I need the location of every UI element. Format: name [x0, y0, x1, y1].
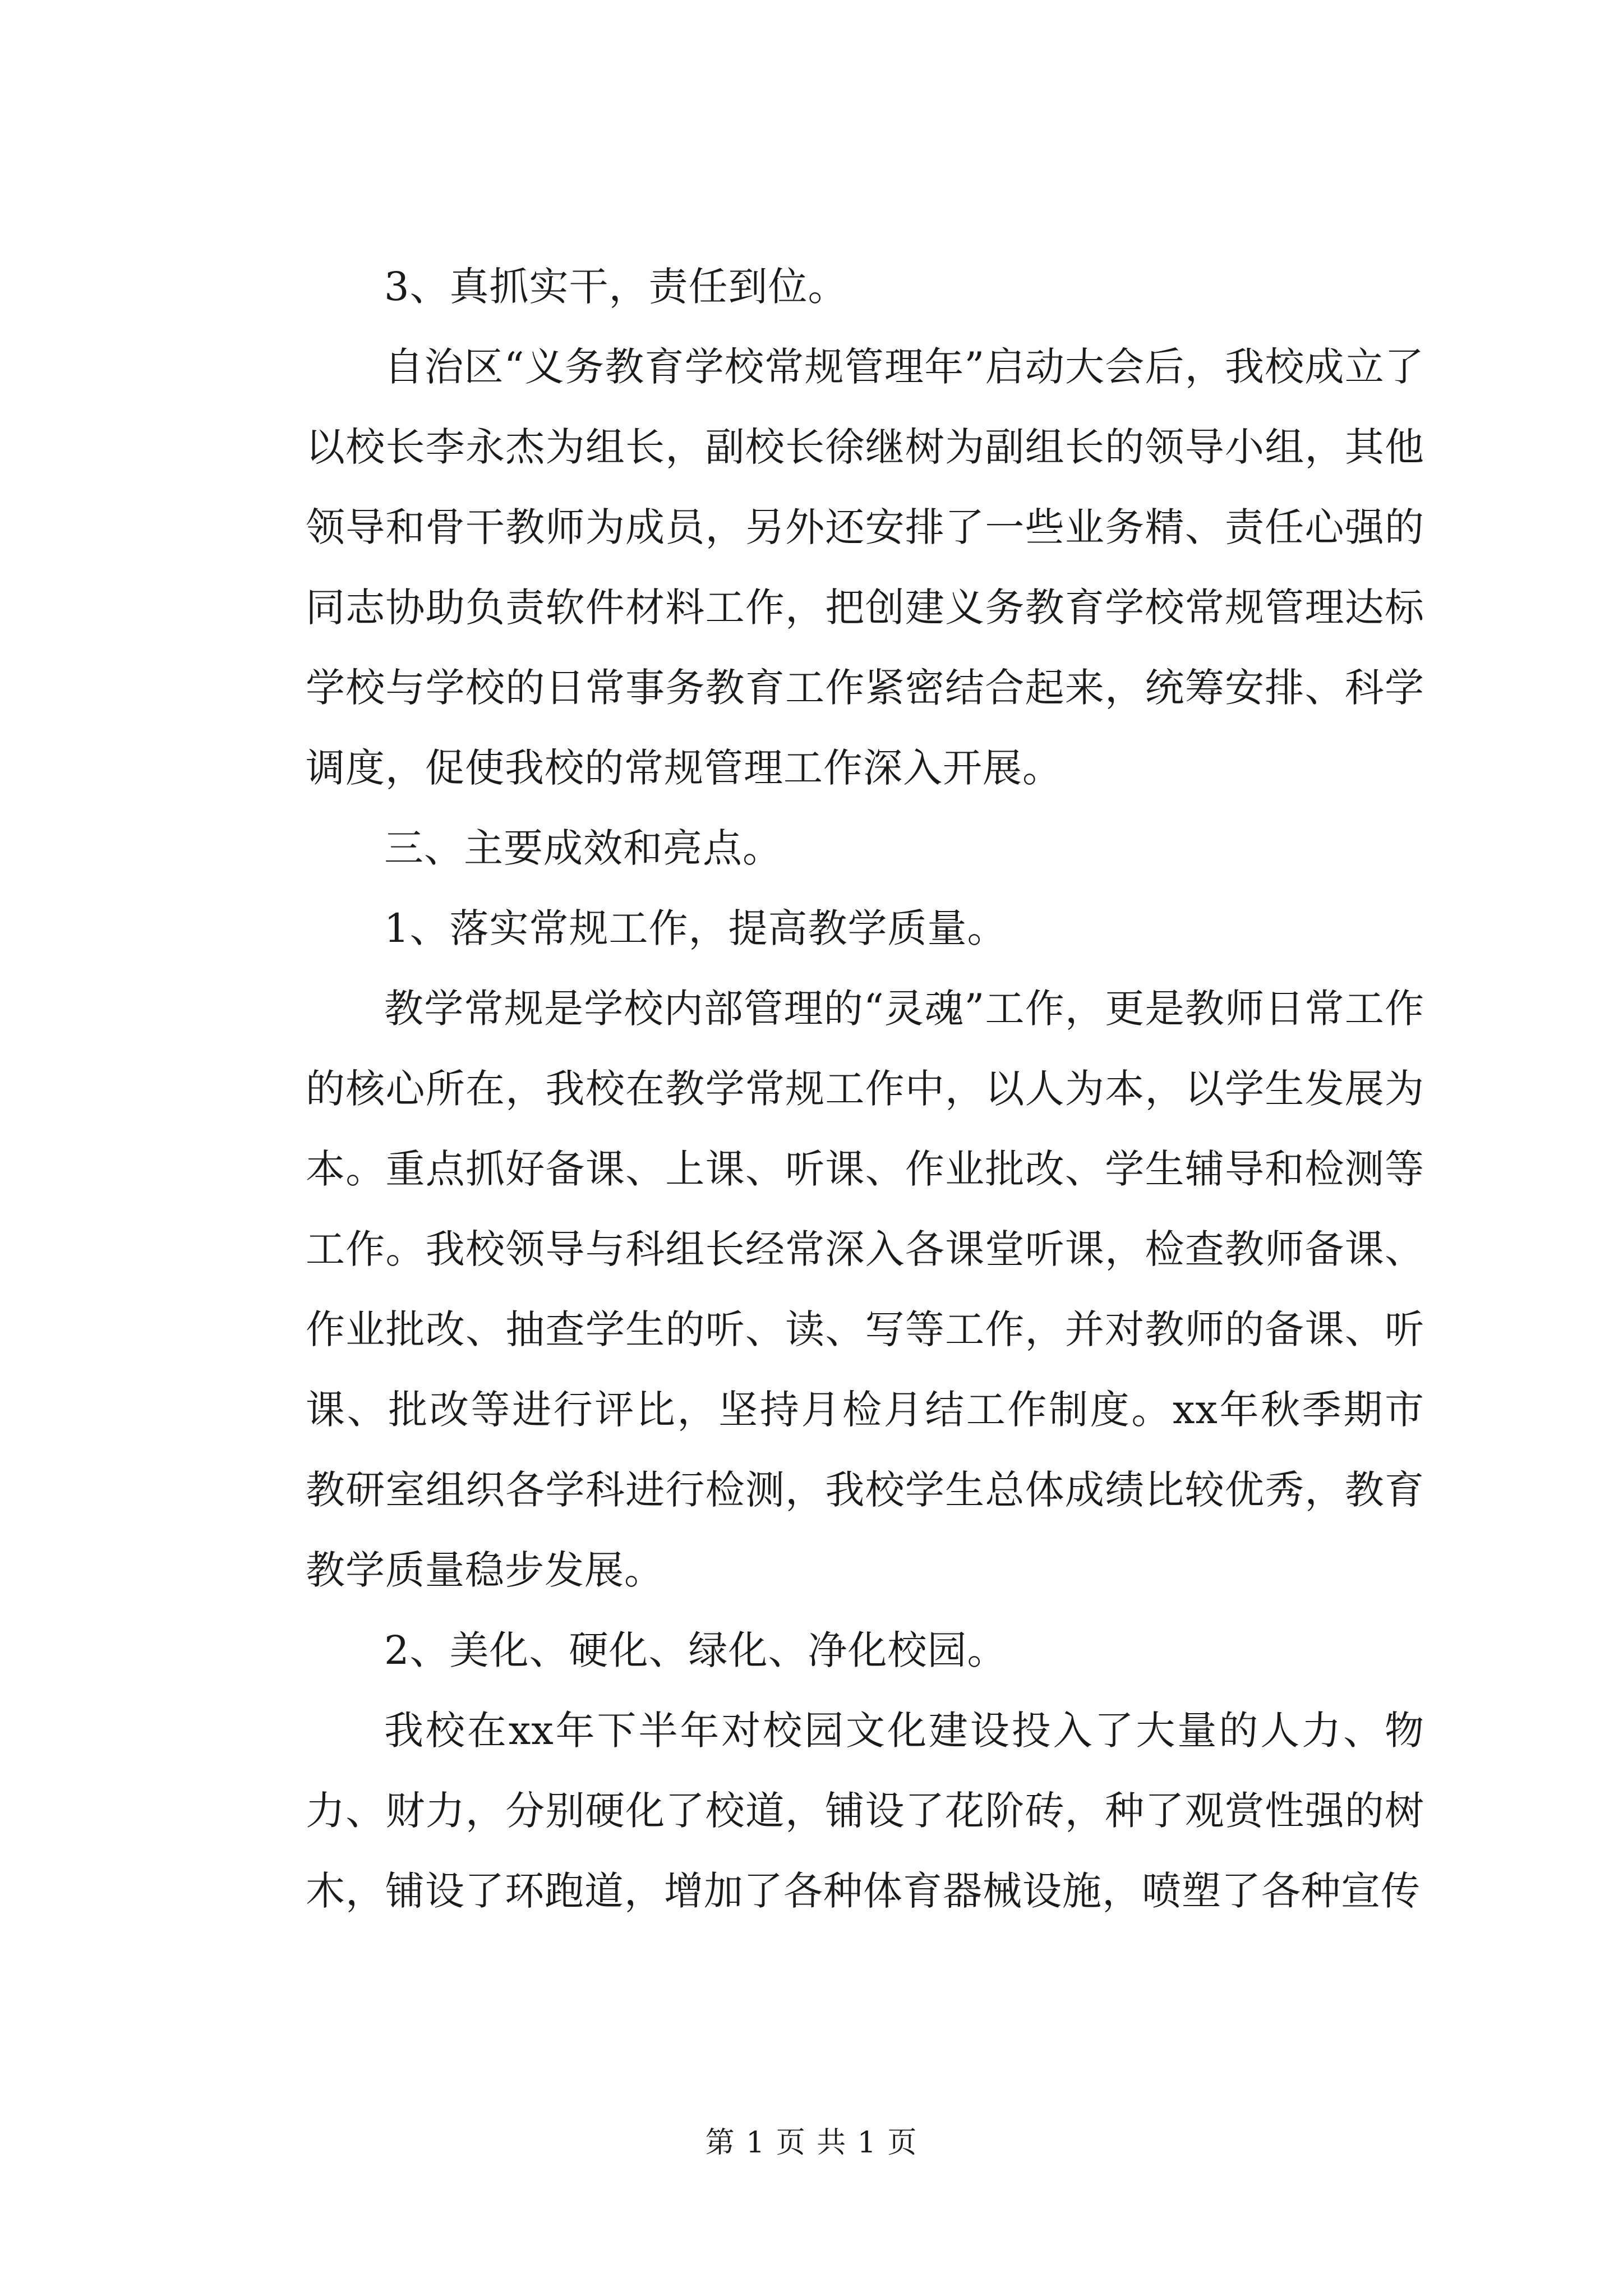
document-body — [306, 247, 1424, 1931]
paragraph-teaching-routine: 教学常规是学校内部管理的“灵魂”工作，更是教师日常工作的核心所在，我校在教学常规工作中，以人为本，以学生发展为本。重点抓好备课、上课、听课、作业批改、学生辅导和检测等工作。我校领导与科组长经常深入各课堂听课，检查教师备课、作业批改、抽查学生的听、读、写等工作，并对教师的备课、听课、批改等进行评比，坚持月检月结工作制度。xx年秋季期市教研室组织各学科进行检测，我校学生总体成绩比较优秀，教育教学质量稳步发展。 — [306, 986, 1424, 1593]
page-footer: 第 1 页 共 1 页 — [705, 2126, 918, 2160]
paragraph-leadership-group: 自治区“义务教育学校常规管理年”启动大会后，我校成立了以校长李永杰为组长，副校长徐继树为副组长的领导小组，其他领导和骨干教师为成员，另外还安排了一些业务精、责任心强的同志协助负责软件材料工作，把创建义务教育学校常规管理达标学校与学校的日常事务教育工作紧密结合起来，统筹安排、科学调度，促使我校的常规管理工作深入开展。 — [306, 344, 1424, 791]
paragraph-campus-construction: 我校在xx年下半年对校园文化建设投入了大量的人力、物力、财力，分别硬化了校道，铺设了花阶砖，种了观赏性强的树木，铺设了环跑道，增加了各种体育器械设施，喷塑了各种宣传 — [306, 1708, 1424, 1914]
paragraph-item-2-heading: 2、美化、硬化、绿化、净化校园。 — [384, 1627, 1007, 1673]
paragraph-section-3-heading: 3、真抓实干，责任到位。 — [384, 264, 848, 310]
paragraph-part-3-heading: 三、主要成效和亮点。 — [384, 825, 782, 871]
paragraph-item-1-heading: 1、落实常规工作，提高教学质量。 — [384, 905, 1007, 951]
